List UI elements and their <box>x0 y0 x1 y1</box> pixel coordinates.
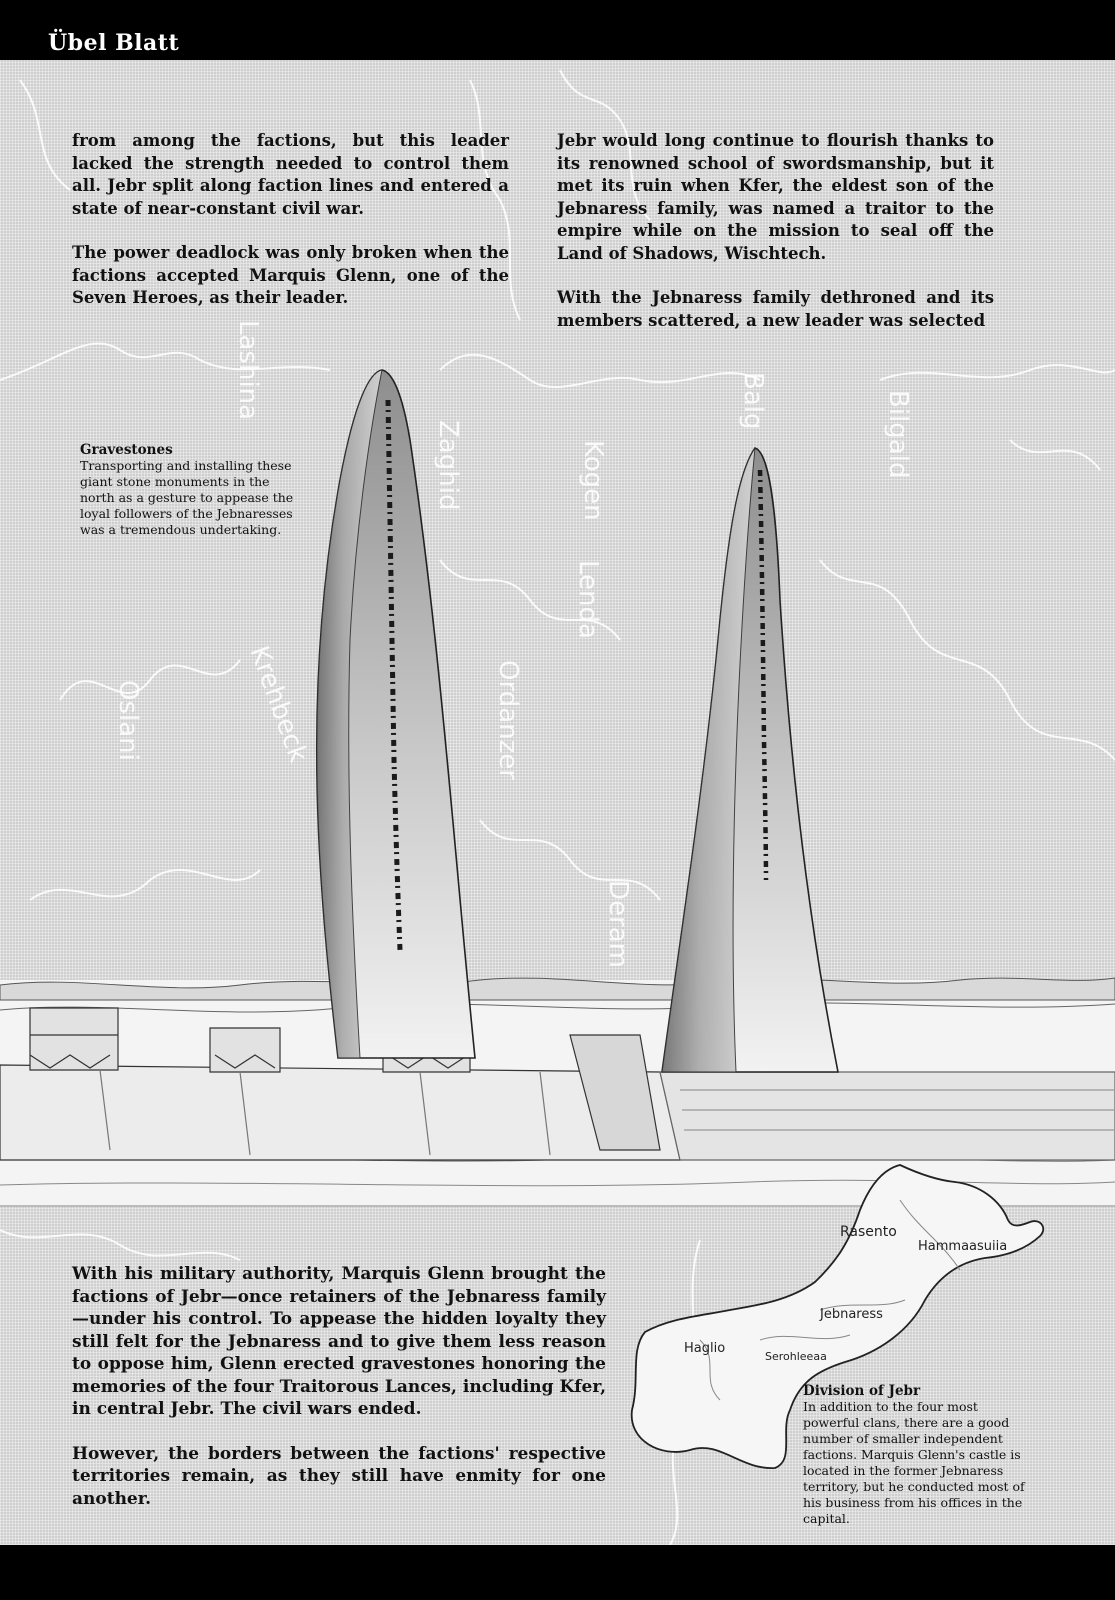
footer-bar <box>0 1545 1115 1600</box>
map-label-rasento: Rasento <box>840 1224 897 1240</box>
bg-map-label: Bilgald <box>883 390 913 479</box>
bg-map-label: Oslani <box>113 680 143 761</box>
caption-title: Division of Jebr <box>803 1383 921 1399</box>
bg-map-label: Balg <box>738 372 768 430</box>
caption-title: Gravestones <box>80 442 173 458</box>
map-label-hammaasuiia: Hammaasuiia <box>918 1239 1008 1254</box>
caption-division-of-jebr <box>803 1383 1033 1527</box>
article-column-left-top <box>72 130 509 310</box>
article-column-left-bottom <box>72 1263 606 1510</box>
bg-map-label: Deram <box>603 880 633 968</box>
bg-map-label: Lashina <box>233 320 263 421</box>
paragraph: The power deadlock was only broken when the factions accepted Marquis Glenn, one of the Seven Heroes, as their leader. <box>72 243 509 307</box>
bg-map-label: Kogen <box>578 440 608 521</box>
series-title: Übel Blatt <box>48 30 180 56</box>
bg-map-label: Ordanzer <box>493 660 523 780</box>
caption-body: In addition to the four most powerful clans, there are a good number of smaller independent factions. Marquis Glenn's castle is located in the former Jebnaress territory, but he conducted most of his business from his offices in the capital. <box>803 1399 1025 1526</box>
map-label-serohleeaa: Serohleeaa <box>765 1350 827 1363</box>
bg-map-label: Zaghid <box>433 420 463 511</box>
gravestone-monolith-right <box>662 448 838 1072</box>
paragraph: Jebr would long continue to flourish thanks to its renowned school of swordsmanship, but it met its ruin when Kfer, the eldest son of the Jebnaress family, was named a traitor to the empire while on the mission to seal off the Land of Shadows, Wischtech. <box>557 131 994 263</box>
paragraph: from among the factions, but this leader lacked the strength needed to control them all. Jebr split along faction lines and entered a state of near-constant civil war. <box>72 131 509 218</box>
bg-map-label: Lenda <box>573 560 603 639</box>
article-column-right-top <box>557 130 994 332</box>
caption-gravestones <box>80 442 300 538</box>
caption-body: Transporting and installing these giant stone monuments in the north as a gesture to appease the loyal followers of the Jebnaresses was a tremendous undertaking. <box>80 458 294 537</box>
paragraph: However, the borders between the factions' respective territories remain, as they still have enmity for one another. <box>72 1443 606 1509</box>
paragraph: With his military authority, Marquis Glenn brought the factions of Jebr—once retainers of the Jebnaress family—under his control. To appease the hidden loyalty they still felt for the Jebnaress and to give them less reason to oppose him, Glenn erected gravestones honoring the memories of the four Traitorous Lances, including Kfer, in central Jebr. The civil wars ended. <box>72 1264 606 1419</box>
map-label-haglio: Haglio <box>684 1341 726 1356</box>
bg-map-label: Krehbeck <box>243 642 314 767</box>
map-label-jebnaress: Jebnaress <box>820 1307 883 1322</box>
paragraph: With the Jebnaress family dethroned and its members scattered, a new leader was selected <box>557 288 994 330</box>
